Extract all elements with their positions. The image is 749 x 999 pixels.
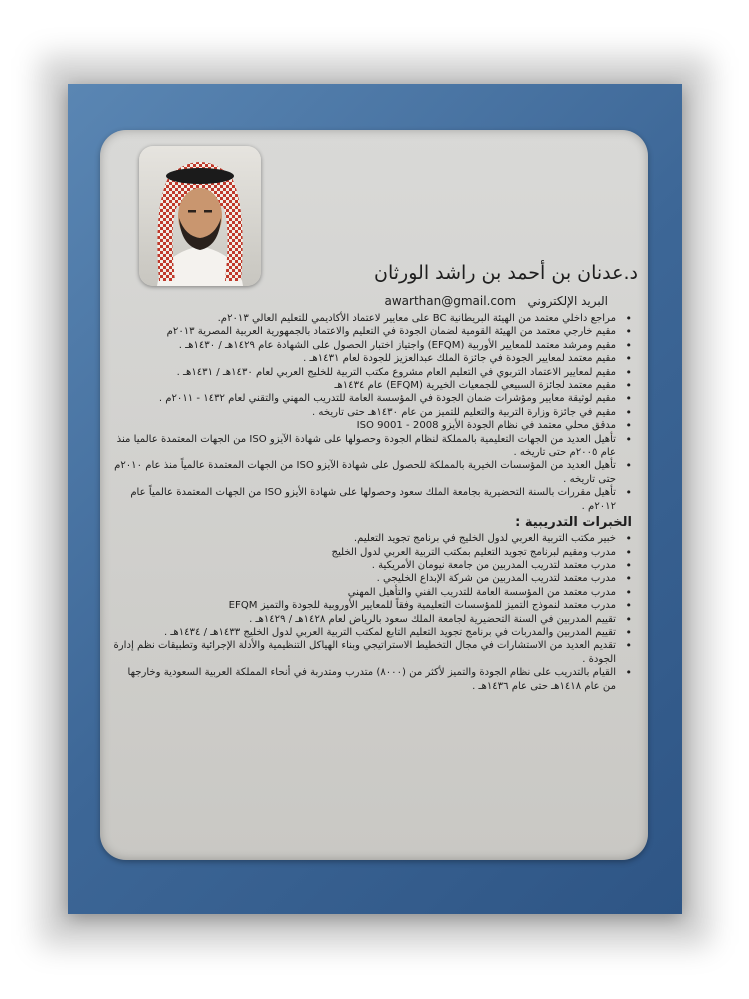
list-item: • القيام بالتدريب على نظام الجودة والتميز لأكثر من (٨٠٠٠) متدرب ومتدربة في أنحاء المملكة العربية السعودية وخارجها من عام ١٤١٨هـ حتى عام ١٤٣٦هـ .: [112, 666, 624, 693]
list-item: • مراجع داخلي معتمد من الهيئة البريطانية BC على معايير لاعتماد الأكاديمي للتعليم العالي ٢٠١٣م.: [112, 312, 624, 325]
email-address: awarthan@gmail.com: [384, 294, 517, 308]
profile-text: [112, 260, 638, 693]
email-row: [112, 292, 608, 310]
list-item: • تقديم العديد من الاستشارات في مجال التخطيط الاستراتيجي وبناء الهياكل التنظيمية والأدلة الإجرائية وتطبيقات نظم إدارة الجودة .: [112, 639, 624, 666]
list-item: • مقيم معتمد لجائزة السبيعي للجمعيات الخيرية (EFQM) عام ١٤٣٤هـ: [112, 379, 624, 392]
list-item: • مدرب معتمد لنموذج التميز للمؤسسات التعليمية وفقاً للمعايير الأوروبية للجودة والتميز EFQM: [112, 599, 624, 612]
training-section-title: الخبرات التدريبية :: [515, 515, 632, 531]
list-item: • تأهيل العديد من المؤسسات الخيرية بالمملكة للحصول على شهادة الآيزو ISO من الجهات المعتمدة عالمياً منذ عام ٢٠١٠م حتى تاريخه .: [112, 459, 624, 486]
list-item: • تأهيل العديد من الجهات التعليمية بالمملكة لنظام الجودة وحصولها على شهادة الآيزو ISO من الجهات المعتمدة عالميا منذ عام ٢٠٠٥م حتى تاريخه .: [112, 433, 624, 460]
list-item: • مدرب ومقيم لبرنامج تجويد التعليم بمكتب التربية العربي لدول الخليج: [112, 546, 624, 559]
list-item: • تقييم المدربين في السنة التحضيرية لجامعة الملك سعود بالرياض لعام ١٤٢٨هـ / ١٤٢٩هـ .: [112, 613, 624, 626]
person-name: د.عدنان بن أحمد بن راشد الورثان: [374, 262, 638, 284]
list-item: • خبير مكتب التربية العربي لدول الخليج في برنامج تجويد التعليم.: [112, 532, 624, 545]
credentials-list: [112, 312, 638, 513]
list-item: • مقيم في جائزة وزارة التربية والتعليم للتميز من عام ١٤٣٠هـ حتى تاريخه .: [112, 406, 624, 419]
list-item: • تقييم المدربين والمدربات في برنامج تجويد التعليم التابع لمكتب التربية العربي لدول الخليج ١٤٣٣هـ / ١٤٣٤هـ .: [112, 626, 624, 639]
list-item: • مقيم ومرشد معتمد للمعايير الأوربية (EFQM) واجتياز اختبار الحصول على الشهادة عام ١٤٢٩هـ / ١٤٣٠هـ .: [112, 339, 624, 352]
training-list: [112, 532, 638, 693]
list-item: • تأهيل مقررات بالسنة التحضيرية بجامعة الملك سعود وحصولها على شهادة الأيزو ISO من الجهات المعتمدة عالمياً عام ٢٠١٢م .: [112, 486, 624, 513]
list-item: • مقيم خارجي معتمد من الهيئة القومية لضمان الجودة في التعليم والاعتماد بالجمهورية العربية المصرية ٢٠١٣م: [112, 325, 624, 338]
list-item: • مدقق محلي معتمد في نظام الجودة الأيزو 2008 - ISO 9001: [112, 419, 624, 432]
list-item: • مقيم لمعايير الاعتماد التربوي في التعليم العام مشروع مكتب التربية للخليج العربي لعام ١٤٣٠هـ / ١٤٣١هـ .: [112, 366, 624, 379]
list-item: • مدرب معتمد لتدريب المدربين من شركة الإبداع الخليجي .: [112, 572, 624, 585]
email-label: البريد الإلكتروني: [527, 294, 608, 308]
list-item: • مدرب معتمد من المؤسسة العامة للتدريب الفني والتأهيل المهني: [112, 586, 624, 599]
list-item: • مقيم معتمد لمعايير الجودة في جائزة الملك عبدالعزيز للجودة لعام ١٤٣١هـ .: [112, 352, 624, 365]
list-item: • مدرب معتمد لتدريب المدربين من جامعة نيومان الأمريكية .: [112, 559, 624, 572]
list-item: • مقيم لوثيقة معايير ومؤشرات ضمان الجودة في المؤسسة العامة للتدريب المهني والتقني لعام ١٤٣٢ - ٢٠١١م .: [112, 392, 624, 405]
